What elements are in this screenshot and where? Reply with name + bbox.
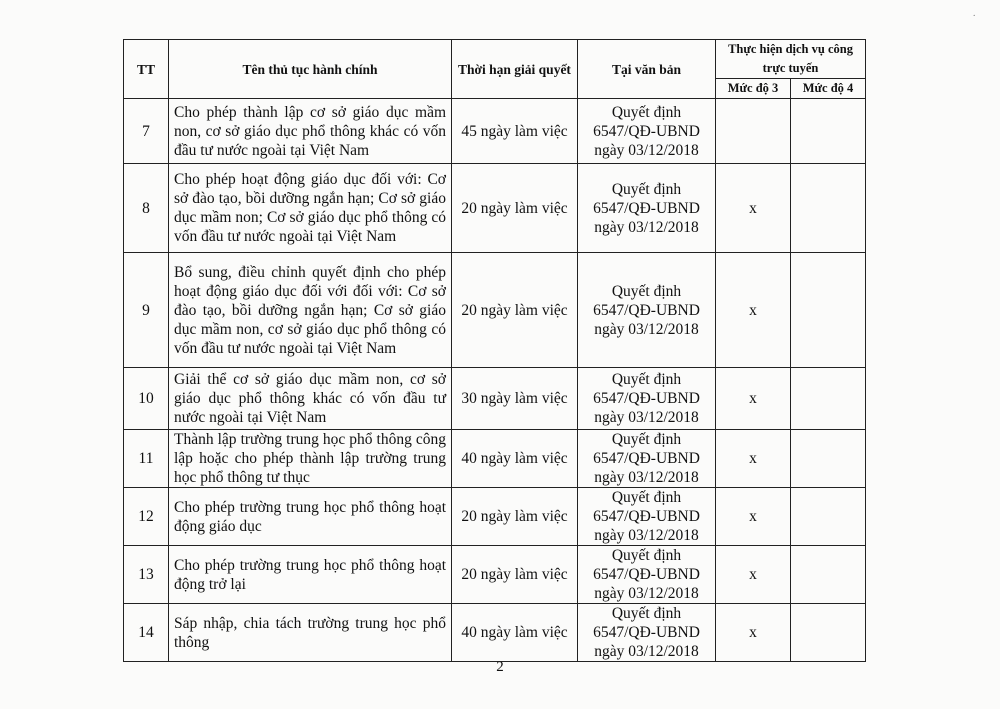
row-level-3: x [716, 546, 791, 604]
row-deadline: 20 ngày làm việc [452, 488, 578, 546]
row-level-3: x [716, 604, 791, 662]
row-document [578, 488, 716, 546]
document-title: Quyết định [611, 180, 682, 198]
row-deadline: 20 ngày làm việc [452, 546, 578, 604]
document-title: Quyết định [611, 282, 682, 300]
document-date: ngày 03/12/2018 [594, 527, 699, 544]
row-deadline: 20 ngày làm việc [452, 164, 578, 253]
table-row [124, 546, 866, 604]
table-row [124, 604, 866, 662]
row-level-4 [791, 368, 866, 430]
row-procedure-name: Thành lập trường trung học phổ thông công lập hoặc cho phép thành lập trường trung học phổ thông tư thục [169, 430, 452, 488]
row-procedure-name: Cho phép trường trung học phổ thông hoạt động giáo dục [169, 488, 452, 546]
row-deadline: 20 ngày làm việc [452, 253, 578, 368]
row-level-3 [716, 99, 791, 164]
row-document [578, 368, 716, 430]
row-document [578, 546, 716, 604]
row-procedure-name: Giải thể cơ sở giáo dục mầm non, cơ sở giáo dục phổ thông khác có vốn đầu tư nước ngoài tại Việt Nam [169, 368, 452, 430]
row-tt: 10 [124, 368, 169, 430]
row-level-3: x [716, 164, 791, 253]
document-title: Quyết định [611, 547, 682, 564]
document-number: 6547/QĐ-UBND [593, 624, 700, 641]
document-title: Quyết định [611, 489, 682, 506]
procedures-table [123, 39, 866, 662]
header-level-4: Mức độ 4 [791, 79, 866, 99]
header-procedure-name: Tên thủ tục hành chính [169, 40, 452, 99]
header-level-3: Mức độ 3 [716, 79, 791, 99]
row-level-4 [791, 430, 866, 488]
row-document [578, 430, 716, 488]
document-number: 6547/QĐ-UBND [593, 301, 700, 319]
row-document [578, 604, 716, 662]
table-row [124, 430, 866, 488]
document-number: 6547/QĐ-UBND [593, 199, 700, 217]
row-level-4 [791, 164, 866, 253]
row-tt: 14 [124, 604, 169, 662]
document-number: 6547/QĐ-UBND [593, 390, 700, 407]
document-date: ngày 03/12/2018 [594, 585, 699, 602]
document-title: Quyết định [611, 103, 682, 121]
header-tt: TT [124, 40, 169, 99]
row-tt: 13 [124, 546, 169, 604]
document-title: Quyết định [611, 371, 682, 388]
document-number: 6547/QĐ-UBND [593, 450, 700, 467]
document-date: ngày 03/12/2018 [594, 643, 699, 660]
table-row [124, 488, 866, 546]
row-level-4 [791, 604, 866, 662]
document-title: Quyết định [611, 605, 682, 622]
row-level-4 [791, 253, 866, 368]
document-date: ngày 03/12/2018 [594, 141, 699, 159]
document-date: ngày 03/12/2018 [594, 469, 699, 486]
header-online-service: Thực hiện dịch vụ công trực tuyến [716, 40, 866, 79]
document-date: ngày 03/12/2018 [594, 218, 699, 236]
row-document [578, 99, 716, 164]
table-row [124, 368, 866, 430]
row-document [578, 164, 716, 253]
document-date: ngày 03/12/2018 [594, 409, 699, 426]
row-level-3: x [716, 368, 791, 430]
table-row [124, 164, 866, 253]
row-deadline: 45 ngày làm việc [452, 99, 578, 164]
row-procedure-name: Bổ sung, điều chỉnh quyết định cho phép hoạt động giáo dục đối với đối với: Cơ sở đào tạo, bồi dưỡng ngắn hạn; Cơ sở giáo dục mầm non, cơ sở giáo dục phổ thông có vốn đầu tư nước ngoài tại Việt Nam [169, 253, 452, 368]
row-level-3: x [716, 488, 791, 546]
row-procedure-name: Cho phép thành lập cơ sở giáo dục mầm non, cơ sở giáo dục phổ thông khác có vốn đầu tư nước ngoài tại Việt Nam [169, 99, 452, 164]
scan-mark: · [972, 10, 976, 22]
document-title: Quyết định [611, 431, 682, 448]
row-deadline: 30 ngày làm việc [452, 368, 578, 430]
row-level-3: x [716, 430, 791, 488]
document-date: ngày 03/12/2018 [594, 320, 699, 338]
row-procedure-name: Cho phép trường trung học phổ thông hoạt động trở lại [169, 546, 452, 604]
row-tt: 7 [124, 99, 169, 164]
row-deadline: 40 ngày làm việc [452, 604, 578, 662]
table-row [124, 253, 866, 368]
row-level-3: x [716, 253, 791, 368]
row-deadline: 40 ngày làm việc [452, 430, 578, 488]
table-row [124, 99, 866, 164]
row-tt: 11 [124, 430, 169, 488]
row-tt: 12 [124, 488, 169, 546]
document-number: 6547/QĐ-UBND [593, 566, 700, 583]
row-level-4 [791, 488, 866, 546]
document-number: 6547/QĐ-UBND [593, 508, 700, 525]
row-tt: 9 [124, 253, 169, 368]
row-tt: 8 [124, 164, 169, 253]
row-level-4 [791, 546, 866, 604]
header-deadline: Thời hạn giải quyết [452, 40, 578, 99]
row-procedure-name: Sáp nhập, chia tách trường trung học phổ thông [169, 604, 452, 662]
page-number: 2 [496, 659, 504, 675]
row-document [578, 253, 716, 368]
row-procedure-name: Cho phép hoạt động giáo dục đối với: Cơ sở đào tạo, bồi dưỡng ngắn hạn; Cơ sở giáo dục mầm non; Cơ sở giáo dục phổ thông có vốn đầu tư nước ngoài tại Việt Nam [169, 164, 452, 253]
header-document: Tại văn bản [578, 40, 716, 99]
document-number: 6547/QĐ-UBND [593, 122, 700, 140]
row-level-4 [791, 99, 866, 164]
